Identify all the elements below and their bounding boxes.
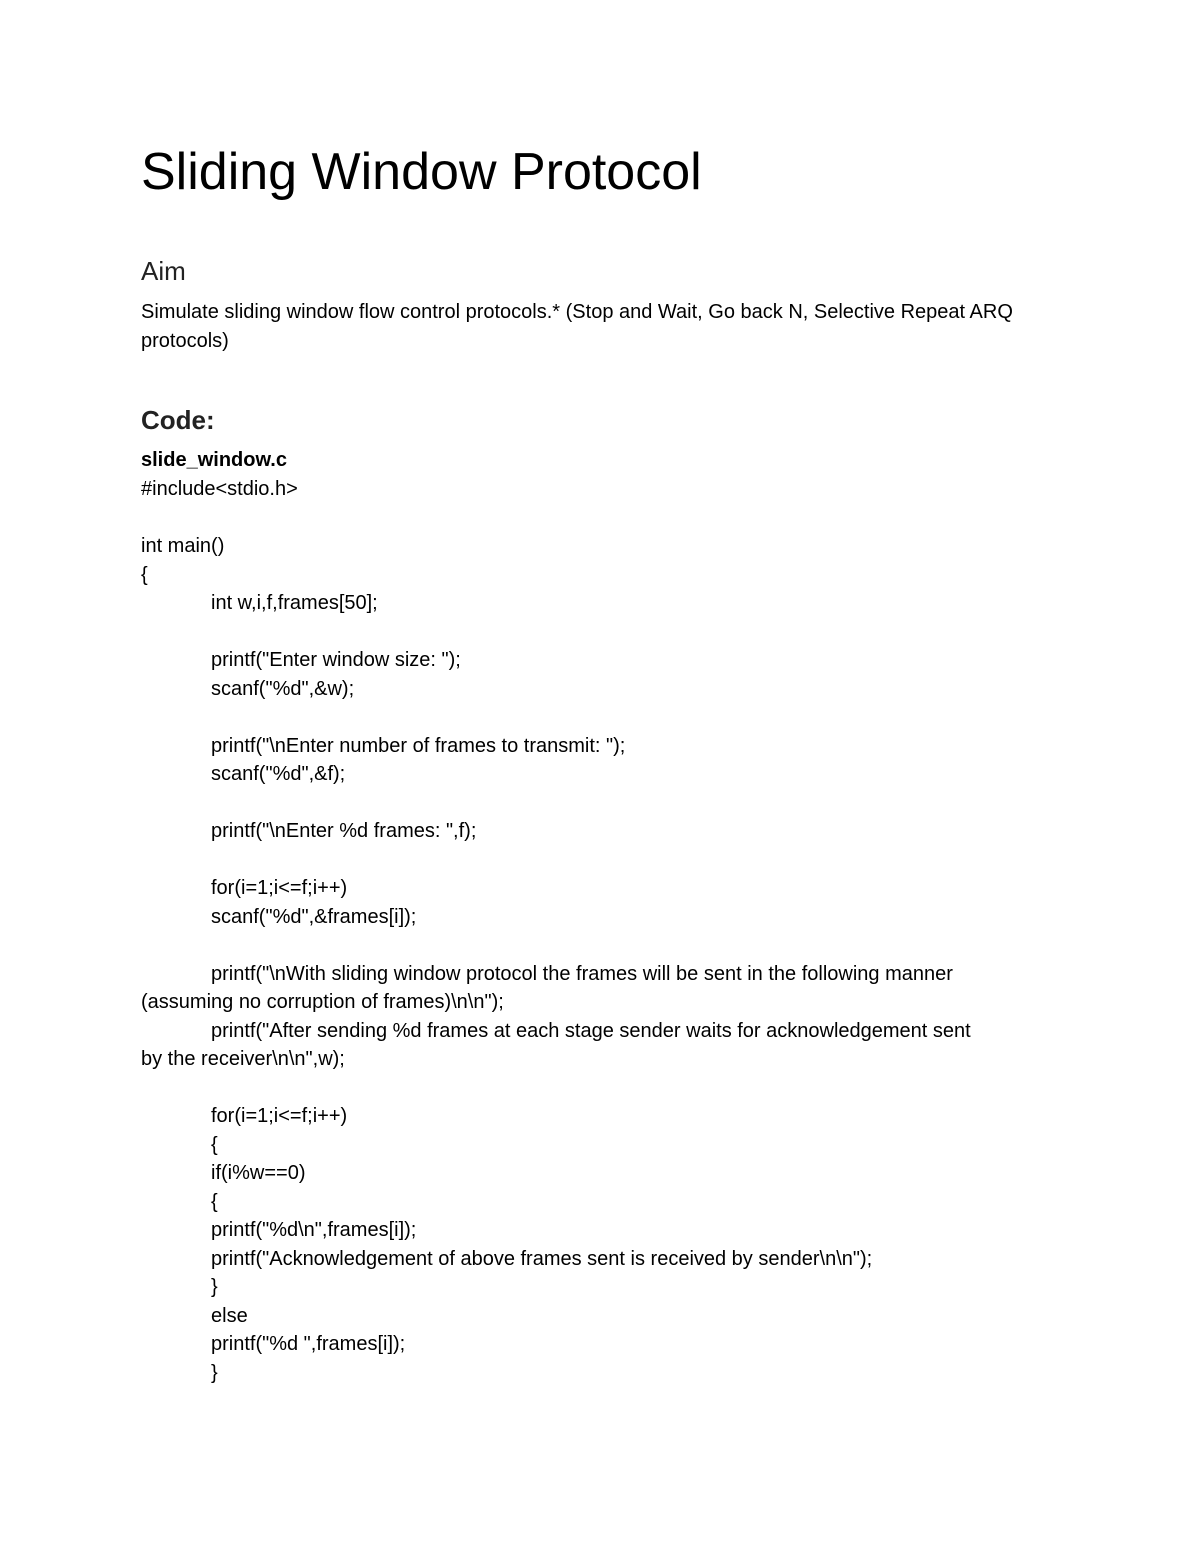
code-line: scanf("%d",&frames[i]); [211,905,417,928]
code-block [141,475,1051,1387]
code-line: #include<stdio.h> [141,478,298,500]
code-line-blank [141,703,1051,732]
code-line: } [211,1276,218,1298]
code-line: for(i=1;i<=f;i++) [211,877,348,899]
code-line: printf("Enter window size: "); [211,649,461,671]
code-line: printf("After sending %d frames at each stage sender waits for acknowledgement sent [211,1019,971,1042]
code-line: scanf("%d",&f); [211,763,346,785]
code-line: int main() [141,535,225,557]
code-line: printf("\nEnter number of frames to transmit: "); [211,734,626,757]
code-line: printf("Acknowledgement of above frames sent is received by sender\n\n"); [211,1247,873,1270]
code-line: { [211,1190,218,1213]
code-line: by the receiver\n\n",w); [141,1048,345,1070]
code-line: else [211,1304,248,1327]
code-line: printf("\nWith sliding window protocol the frames will be sent in the following manner [211,962,953,985]
code-line: { [211,1133,218,1156]
code-heading: Code: [141,405,215,435]
code-line: for(i=1;i<=f;i++) [211,1105,348,1127]
code-filename: slide_window.c [141,449,287,471]
code-line: if(i%w==0) [211,1162,306,1184]
code-line-blank [141,846,1051,875]
code-line: { [141,563,148,586]
code-line-blank [141,1074,1051,1103]
code-line-blank [141,618,1051,647]
code-line: int w,i,f,frames[50]; [211,592,378,614]
code-line: printf("\nEnter %d frames: ",f); [211,820,477,842]
code-line: scanf("%d",&w); [211,677,355,700]
document-title: Sliding Window Protocol [141,143,702,201]
code-line: printf("%d\n",frames[i]); [211,1219,417,1241]
code-line: printf("%d ",frames[i]); [211,1333,406,1355]
code-line: } [211,1361,218,1384]
aim-heading: Aim [141,256,186,286]
aim-paragraph: Simulate sliding window flow control protocols.* (Stop and Wait, Go back N, Selective Repeat ARQ protocols) [141,301,1013,352]
code-line-blank [141,931,1051,960]
code-line-blank [141,789,1051,818]
code-line: (assuming no corruption of frames)\n\n"); [141,991,504,1013]
code-line-blank [141,504,1051,533]
